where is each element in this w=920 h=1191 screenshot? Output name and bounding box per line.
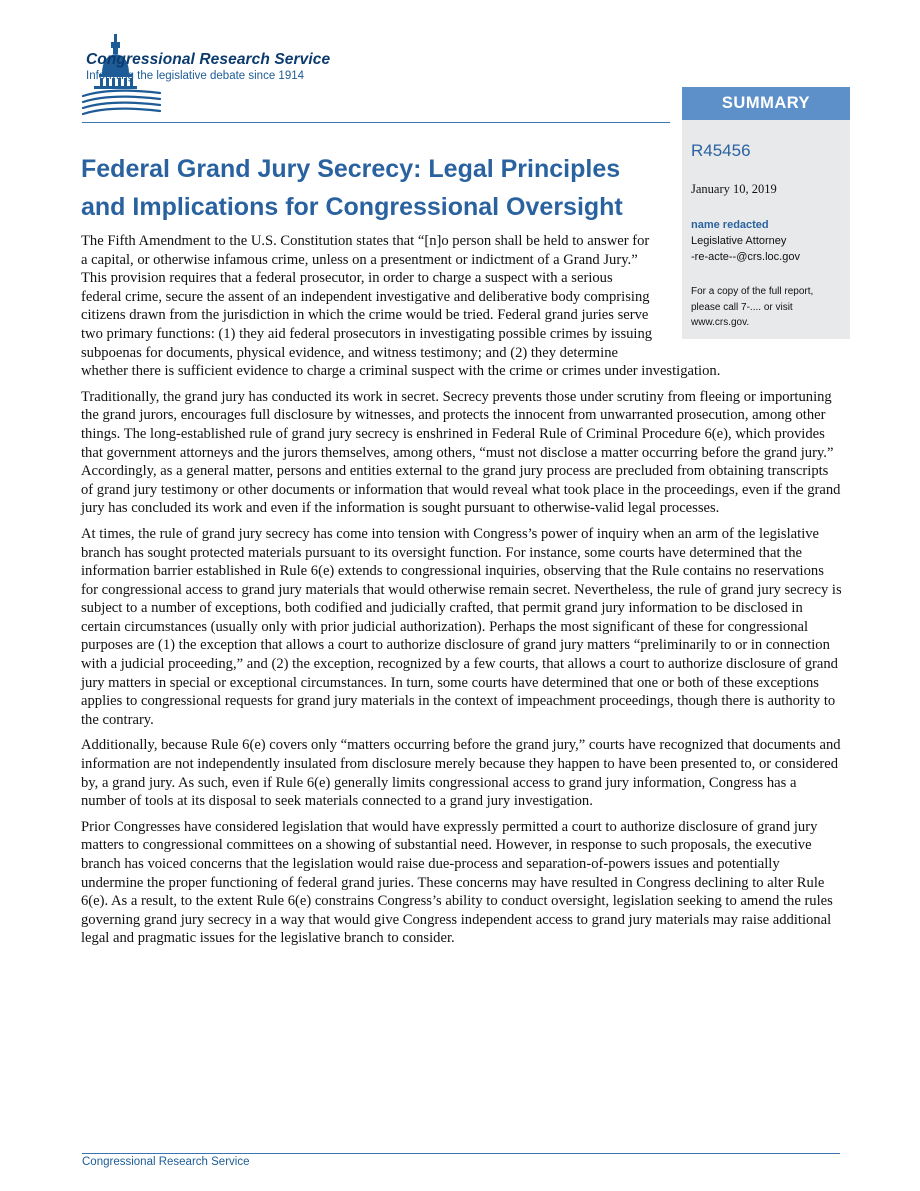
footer-org-name: Congressional Research Service: [82, 1156, 250, 1168]
copy-note: For a copy of the full report, please call 7-.... or visit www.crs.gov.: [691, 286, 814, 328]
sidebar-spacer: [655, 232, 843, 347]
org-tagline: Informing the legislative debate since 1914: [86, 70, 305, 82]
header-divider: [82, 122, 670, 123]
paragraph-5: Prior Congresses have considered legislation that would have expressly permitted a court to authorize disclosure of grand jury matters to congressional committees on a showing of substantial need. However, in response to such proposals, the executive branch has voiced concerns that the legislation would raise due-process and separation-of-powers issues and potentially undermine the proper functioning of federal grand juries. These concerns may have resulted in Congress declining to alter Rule 6(e). As a result, to the extent Rule 6(e) constrains Congress’s ability to conduct oversight, legislation seeking to amend the rules governing grand jury secrecy in a way that would give Congress independent access to grand jury materials may raise additional legal and pragmatic issues for the legislative branch to consider.: [81, 818, 833, 947]
author-name: name redacted: [691, 219, 769, 231]
summary-body: [81, 232, 843, 955]
author-email[interactable]: -re-acte--@crs.loc.gov: [691, 251, 800, 263]
summary-banner: SUMMARY: [682, 87, 850, 120]
page-title: Federal Grand Jury Secrecy: Legal Principles and Implications for Congressional Oversight: [81, 155, 623, 221]
paragraph-2: Traditionally, the grand jury has conducted its work in secret. Secrecy prevents those under scrutiny from fleeing or importuning the grand jurors, encourages full disclosure by witnesses, and protects the innocent from unwarranted prosecution, among other things. The long-established rule of grand jury secrecy is enshrined in Federal Rule of Criminal Procedure 6(e), which provides that government attorneys and the jurors themselves, among others, “must not disclose a matter occurring before the grand jury.” Accordingly, as a general matter, persons and entities external to the grand jury process are precluded from obtaining transcripts of grand jury testimony or other documents or information that would reveal what took place in the proceedings, even if the grand jury has concluded its work and even if the information is sought pursuant to otherwise-valid legal processes.: [81, 388, 841, 517]
author-role: Legislative Attorney: [691, 235, 787, 247]
report-date: January 10, 2019: [691, 182, 777, 196]
paragraph-1: The Fifth Amendment to the U.S. Constitution states that “[n]o person shall be held to answer for a capital, or otherwise infamous crime, unless on a presentment or indictment of a Grand Jury.” This provision requires that a federal prosecutor, in order to charge a suspect with a serious federal crime, secure the assent of an independent investigative and deliberative body comprising citizens drawn from the jurisdiction in which the crime would be tried. Federal grand juries serve two primary functions: (1) they aid federal prosecutors in investigating possible crimes by issuing subpoenas for documents, physical evidence, and witness testimony; and (2) they determine whether there is sufficient evidence to charge a criminal suspect with the crime or crimes under investigation.: [81, 233, 721, 380]
paragraph-4: Additionally, because Rule 6(e) covers only “matters occurring before the grand jury,” courts have recognized that documents and information are not independently insulated from disclosure merely because they happen to have been presented to, or considered by, a grand jury. As such, even if Rule 6(e) generally limits congressional access to grand jury information, Congress has a number of tools at its disposal to seek materials connected to a grand jury investigation.: [81, 737, 841, 810]
org-name: Congressional Research Service: [86, 51, 331, 68]
footer-divider: [82, 1153, 840, 1154]
paragraph-3: At times, the rule of grand jury secrecy has come into tension with Congress’s power of inquiry when an arm of the legislative branch has sought protected materials pursuant to its oversight function. For instance, some courts have determined that the information barrier established in Rule 6(e) extends to congressional inquiries, observing that the Rule contains no reservations for congressional access to grand jury materials that would otherwise remain secret. Nevertheless, the rule of grand jury secrecy is subject to a number of exceptions, both codified and judicially crafted, that permit grand jury information to be disclosed in certain circumstances (usually only with prior judicial authorization). Perhaps the most significant of these for congressional purposes are (1) the exception that allows a court to authorize disclosure of grand jury matters “preliminarily to or in connection with a judicial proceeding,” and (2) the exception, recognized by a few courts, that allows a court to authorize disclosure of grand jury matters in special or exceptional circumstances. In turn, some courts have determined that one or both of these exceptions applies to congressional requests for grand jury materials in the context of impeachment proceedings, though there is authority to the contrary.: [81, 525, 842, 728]
report-number: R45456: [691, 141, 751, 160]
